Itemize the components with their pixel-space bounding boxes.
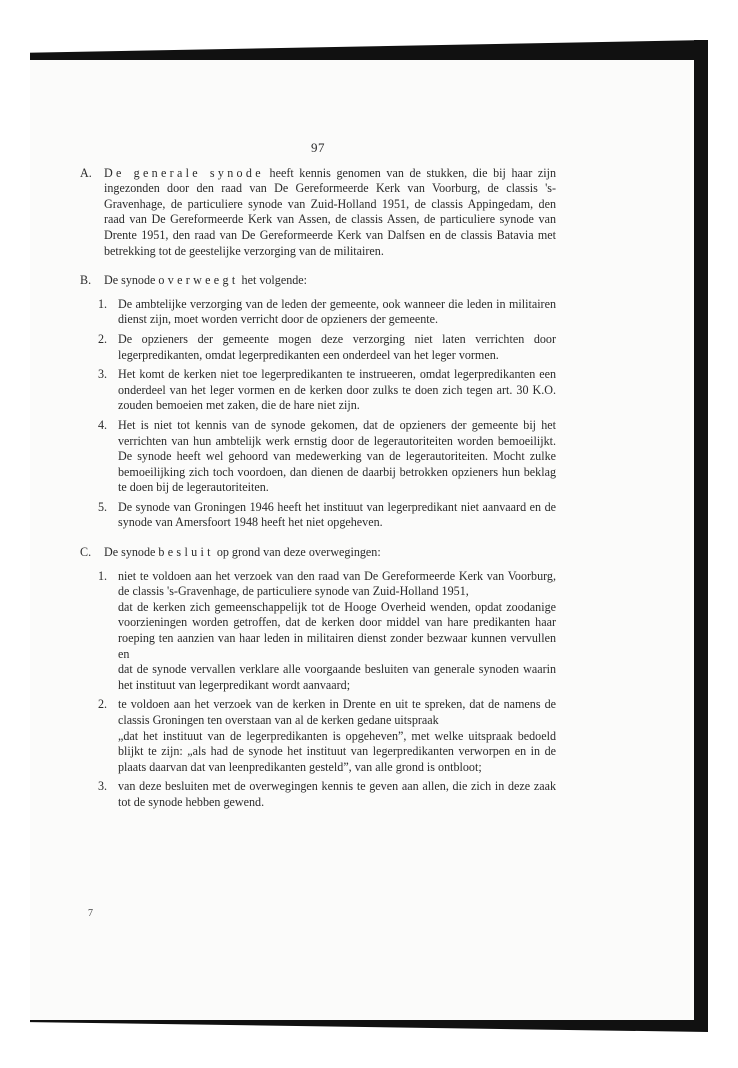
section-a-body: van de stukken, die bij haar zijn ingezonden door den raad van De Gereformeerde Kerk van Voorburg, de classis 's-Gravenhage, de particuliere synode van Zuid-Holland 1951, de classis Appingedam, den raad van De Gereformeerde Kerk van Assen, de classis Assen, de particuliere synode van Drente 1951, den raad van De Gereformeerde Kerk van Dalfsen en de classis Batavia met betrekking tot de geestelijke verzorging van de militairen.	[104, 165, 557, 258]
section-c-tail: op grond van deze overwegingen:	[216, 545, 381, 560]
section-b-heading	[104, 273, 556, 289]
section-c-lead: De synode	[104, 545, 156, 560]
list-item	[98, 500, 556, 531]
item-text: De ambtelijke verzorging van de leden der gemeente, ook wanneer die leden in militairen dienst zijn, moet worden verricht door de opzieners der gemeente.	[118, 296, 556, 327]
section-a-text	[104, 166, 556, 260]
item-number: 2.	[98, 697, 108, 712]
list-item	[98, 697, 556, 775]
list-item	[98, 779, 556, 810]
page-number: 97	[311, 140, 325, 155]
item-line: „dat het instituut van de legerpredikanten is opgeheven”, met welke uitspraak bedoeld blijkt te zijn: „als had de synode het instituut van legerpredikanten verworpen en in de plaats daarvan dat van leenpredikanten gesteld”, van alle grond is ontbloot;	[118, 728, 556, 774]
section-c-list	[80, 569, 556, 811]
section-b-letter: B.	[80, 273, 92, 288]
item-line: dat de synode vervallen verklare alle voorgaande besluiten van generale synoden waarin het instituut van legerpredikant wordt aanvaard;	[118, 662, 556, 692]
document-body	[80, 140, 556, 815]
item-number: 1.	[98, 568, 108, 583]
item-number: 3.	[98, 367, 108, 382]
section-a-verb: heeft kennis genomen	[269, 165, 381, 180]
scan-edge-right	[694, 40, 708, 1030]
section-b	[80, 273, 556, 289]
item-text: Het is niet tot kennis van de synode gekomen, dat de opzieners der gemeente bij het verrichten van hun ambtelijk werk ernstig door de legerautoriteiten worden bemoeilijkt. De synode heeft wel gehoord van medewerking van de legerautoriteiten. Mocht zulke bemoeilijking zich toch voordoen, dan dienen de daarbij betrokken opzieners hun beklag te doen bij de legerautoriteiten.	[118, 417, 556, 495]
signature-mark: 7	[88, 908, 93, 919]
section-a-letter: A.	[80, 165, 92, 180]
section-b-tail: het volgende:	[241, 273, 308, 288]
list-item	[98, 569, 556, 694]
section-c-verb: besluit	[158, 545, 214, 560]
list-item	[98, 367, 556, 414]
item-number: 2.	[98, 331, 108, 346]
list-item	[98, 297, 556, 328]
item-text: De synode van Groningen 1946 heeft het instituut van legerpredikant niet aanvaard en de synode van Amersfoort 1948 heeft het niet opgeheven.	[118, 499, 556, 530]
section-c	[80, 545, 556, 561]
section-b-verb: overweegt	[158, 273, 239, 288]
section-a-subject: De generale synode	[104, 165, 264, 180]
list-item	[98, 332, 556, 363]
item-line: van deze besluiten met de overwegingen kennis te geven aan allen, die zich in deze zaak tot de synode hebben gewend.	[118, 779, 556, 809]
item-number: 3.	[98, 779, 108, 794]
item-number: 4.	[98, 417, 108, 432]
item-line: niet te voldoen aan het verzoek van den raad van De Gereformeerde Kerk van Voorburg, de classis 's-Gravenhage, de particuliere synode van Zuid-Holland 1951,	[118, 568, 556, 599]
section-c-heading	[104, 545, 556, 561]
item-text: De opzieners der gemeente mogen deze verzorging niet laten verrichten door legerpredikanten, omdat legerpredikanten een onderdeel van het leger vormen.	[118, 331, 556, 362]
scan-margin-left	[0, 52, 30, 1032]
item-number: 5.	[98, 499, 108, 514]
list-item	[98, 418, 556, 496]
section-b-list	[80, 297, 556, 531]
section-a	[80, 166, 556, 260]
item-line: dat de kerken zich gemeenschappelijk tot de Hooge Overheid wenden, opdat zoodanige voorzieningen worden getroffen, dat de kerken door middel van hare predikanten haar roeping ten aanzien van haar leden in militairen dienst zonder bezwaar kunnen vervullen en	[118, 599, 556, 661]
section-c-letter: C.	[80, 545, 92, 560]
section-b-lead: De synode	[104, 273, 156, 288]
item-number: 1.	[98, 296, 108, 311]
item-text: Het komt de kerken niet toe legerpredikanten te instrueeren, omdat legerpredikanten een onderdeel van het leger vormen en de kerken door zulks te doen zich tegen art. 30 K.O. zouden bemoeien met zaken, die de hare niet zijn.	[118, 367, 556, 413]
scan-edge-top	[0, 40, 708, 62]
item-line: te voldoen aan het verzoek van de kerken in Drente en uit te spreken, dat de namens de classis Groningen ten overstaan van al de kerken gedane uitspraak	[118, 697, 556, 727]
